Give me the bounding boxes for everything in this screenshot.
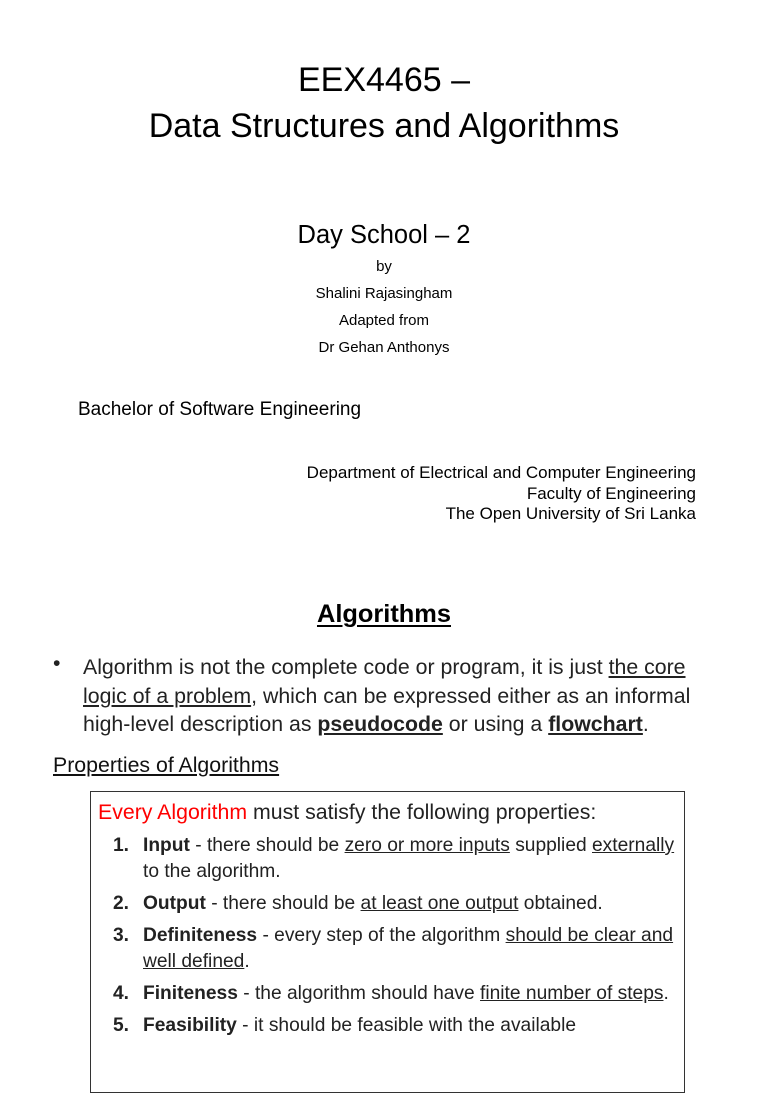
property-item-finiteness	[91, 981, 684, 1007]
course-title: Data Structures and Algorithms	[148, 107, 620, 145]
underlined-phrase: at least one output	[360, 893, 519, 914]
paragraph-text: .	[642, 712, 649, 736]
paragraph-text: Algorithm is not the complete code or program, it is just	[83, 655, 609, 679]
item-line	[143, 833, 684, 859]
item-line	[143, 859, 684, 885]
paragraph-line	[83, 682, 690, 711]
university-name: The Open University of Sri Lanka	[445, 504, 696, 523]
underlined-phrase: should be clear and	[505, 925, 674, 946]
item-number: 5.	[113, 1015, 130, 1036]
property-name: Output	[143, 893, 206, 914]
underlined-phrase: logic of a problem	[83, 683, 252, 708]
course-title-block	[0, 57, 768, 149]
property-text: to the algorithm.	[143, 861, 281, 882]
author-name: Shalini Rajasingham	[315, 285, 453, 302]
property-text: .	[663, 983, 669, 1004]
paragraph-text: or using a	[442, 712, 549, 736]
term-flowchart: flowchart	[548, 712, 643, 736]
property-text: .	[244, 951, 250, 972]
item-line	[143, 981, 684, 1007]
programme-name: Bachelor of Software Engineering	[78, 399, 362, 420]
bullet-paragraph	[83, 653, 690, 739]
item-line	[143, 923, 684, 949]
properties-title: Properties of Algorithms	[53, 753, 280, 777]
bullet-icon: •	[53, 651, 61, 675]
item-number: 1.	[113, 835, 130, 856]
property-name: Input	[143, 835, 190, 856]
paragraph-line	[83, 653, 690, 682]
property-name: Finiteness	[143, 983, 238, 1004]
properties-box	[90, 791, 685, 1093]
property-text: - every step of the algorithm	[257, 925, 506, 946]
underlined-phrase: the core	[608, 655, 686, 679]
by-label: by	[376, 258, 392, 275]
property-text: - there should be	[205, 893, 361, 914]
paragraph-text: high-level description as	[83, 712, 318, 736]
affiliation-block	[307, 463, 696, 525]
item-line	[143, 891, 684, 917]
byline	[0, 253, 768, 361]
underlined-phrase: zero or more inputs	[344, 835, 510, 856]
properties-list	[91, 833, 684, 1039]
item-number: 2.	[113, 893, 130, 914]
faculty-name: Faculty of Engineering	[526, 483, 696, 503]
intro-text: must satisfy the following properties:	[247, 800, 597, 824]
course-code: EEX4465 –	[297, 61, 471, 99]
property-name: Definiteness	[143, 925, 258, 946]
highlight-text: Every Algorithm	[98, 800, 248, 824]
original-author-name: Dr Gehan Anthonys	[318, 339, 450, 356]
property-name: Feasibility	[143, 1015, 237, 1036]
department-name: Department of Electrical and Computer Engineering	[306, 463, 696, 482]
paragraph-line	[83, 710, 690, 739]
item-number: 3.	[113, 925, 130, 946]
underlined-phrase: finite number of steps	[480, 983, 664, 1004]
property-item-feasibility	[91, 1013, 684, 1039]
property-text: obtained.	[518, 893, 603, 914]
underlined-phrase: externally	[592, 835, 675, 856]
underlined-phrase: well defined	[143, 951, 245, 972]
session-title: Day School – 2	[297, 221, 471, 249]
property-item-input	[91, 833, 684, 885]
property-item-output	[91, 891, 684, 917]
property-text: - it should be feasible with the available	[236, 1015, 577, 1036]
item-line	[143, 1013, 684, 1039]
adapted-label: Adapted from	[338, 312, 430, 329]
properties-intro	[98, 799, 684, 825]
item-number: 4.	[113, 983, 130, 1004]
property-text: - there should be	[189, 835, 345, 856]
property-text: - the algorithm should have	[237, 983, 481, 1004]
property-item-definiteness	[91, 923, 684, 975]
item-line	[143, 949, 684, 975]
slide-heading: Algorithms	[316, 600, 451, 628]
term-pseudocode: pseudocode	[317, 712, 443, 736]
property-text: supplied	[509, 835, 592, 856]
paragraph-text: , which can be expressed either as an informal	[251, 683, 691, 708]
